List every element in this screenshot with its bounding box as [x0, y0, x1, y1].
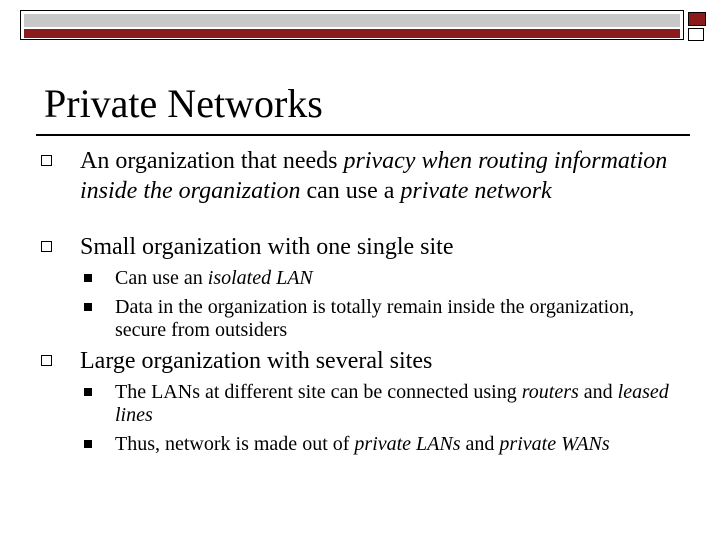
filled-square-bullet-icon	[84, 274, 92, 282]
sub-bullet-private-lans-wans	[115, 433, 685, 456]
bullet-text: An organization that needs privacy when routing information inside the organization can use a private network	[80, 148, 668, 204]
filled-square-bullet-icon	[84, 303, 92, 311]
filled-square-bullet-icon	[84, 440, 92, 448]
bullet-item-small-organization	[80, 232, 690, 262]
hollow-square-bullet-icon	[41, 241, 52, 252]
sub-bullet-text: Data in the organization is totally remain inside the organization, secure from outsiders	[115, 296, 635, 341]
sub-bullet-isolated-lan	[115, 267, 685, 290]
hollow-square-bullet-icon	[41, 155, 52, 166]
sub-bullet-text: Thus, network is made out of private LANs and private WANs	[115, 433, 610, 455]
hollow-square-bullet-icon	[41, 355, 52, 366]
sub-bullet-text: Can use an isolated LAN	[115, 267, 313, 289]
sub-bullet-routers-leased-lines	[115, 381, 685, 427]
sub-bullet-text: The LANs at different site can be connected using routers and leased lines	[115, 381, 669, 426]
bullet-text: Large organization with several sites	[80, 348, 433, 374]
filled-square-bullet-icon	[84, 388, 92, 396]
sub-bullet-data-inside	[115, 296, 685, 342]
slide-title: Private Networks	[44, 81, 323, 126]
bullet-item-large-organization	[80, 346, 690, 376]
bullet-item-private-network	[80, 146, 690, 206]
bullet-text: Small organization with one single site	[80, 234, 454, 260]
